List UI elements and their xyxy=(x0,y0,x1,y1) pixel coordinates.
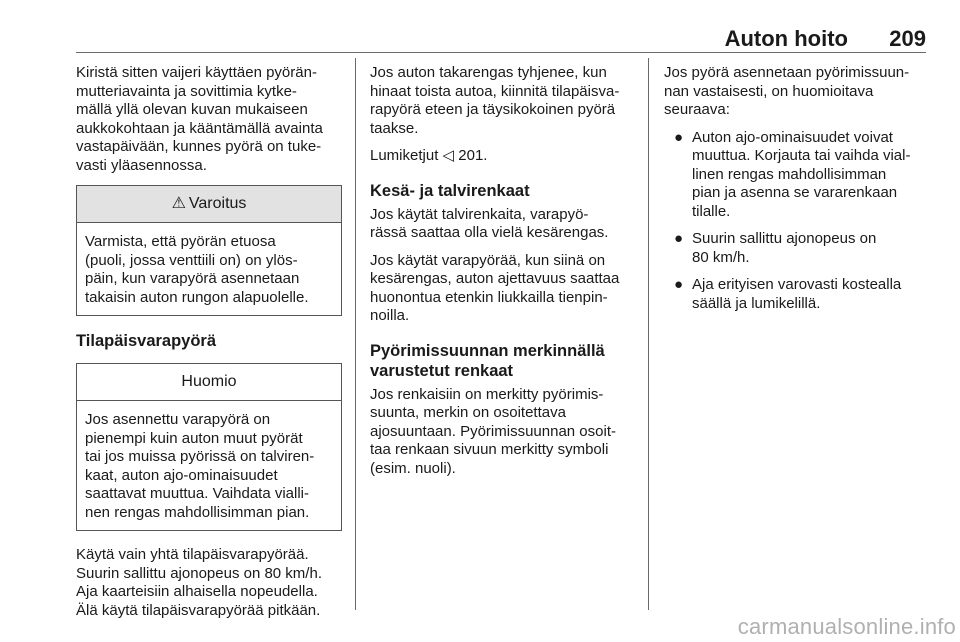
warning-triangle-icon: ⚠ xyxy=(171,194,186,212)
bullet-list xyxy=(664,129,928,314)
warning-box xyxy=(76,185,342,316)
directional-tyres-paragraph: Jos renkaisiin on merkitty pyörimis- suunta, merkin on osoitettava ajosuuntaan. Pyörimissuunnan osoit- taa renkaan sivuun merkitty symboli (esim. nuoli). xyxy=(370,385,616,477)
column-divider-2 xyxy=(648,58,649,610)
warning-title: Varoitus xyxy=(188,194,247,212)
bullet-icon: ● xyxy=(674,276,684,293)
watermark: carmanualsonline.info xyxy=(737,614,956,639)
list-item: ● Aja erityisen varovasti kostealla säällä ja lumikelillä. xyxy=(674,276,902,312)
note-box xyxy=(76,363,342,531)
winter-tyres-paragraph: Jos käytät talvirenkaita, varapyö- rässä saattaa olla vielä kesärengas. xyxy=(370,205,609,241)
snow-chains-reference: Lumiketjut ◁ 201. xyxy=(370,147,488,164)
outro-paragraph: Käytä vain yhtä tilapäisvarapyörää. Suurin sallittu ajonopeus on 80 km/h. Aja kaarteisiin alhaisella nopeudella. Älä käytä tilapäisvarapyörää pitkään. xyxy=(76,546,322,619)
summer-spare-paragraph: Jos käytät varapyörää, kun siinä on kesärengas, auton ajettavuus saattaa huonontua etenkin liukkailla tienpin- noilla. xyxy=(370,251,620,324)
list-item: ● Suurin sallittu ajonopeus on 80 km/h. xyxy=(674,230,877,266)
header-rule xyxy=(76,52,926,53)
warning-body: Varmista, että pyörän etuosa (puoli, jossa venttiili on) on ylös- päin, kun varapyörä asennetaan takaisin auton rungon alapuolelle. xyxy=(85,233,309,306)
page-title: Auton hoito xyxy=(724,26,848,51)
column-3 xyxy=(664,64,928,322)
column-1 xyxy=(76,64,342,629)
page-reference-icon: ◁ xyxy=(442,147,455,164)
note-title: Huomio xyxy=(181,372,237,390)
page-number: 209 xyxy=(889,26,926,51)
reverse-mount-intro: Jos pyörä asennetaan pyörimissuun- nan vastaisesti, on huomioitava seuraava: xyxy=(664,64,910,118)
bullet-icon: ● xyxy=(674,230,684,247)
list-item: ● Auton ajo-ominaisuudet voivat muuttua. Korjauta tai vaihda vial- linen rengas mahdollisimman pian ja asenna se vararenkaan tilalle. xyxy=(674,128,911,220)
bullet-icon: ● xyxy=(674,128,684,146)
section-heading-directional-tyres: Pyörimissuunnan merkinnällä varustetut renkaat xyxy=(370,341,605,380)
warning-header xyxy=(77,186,341,223)
note-header xyxy=(77,364,341,401)
section-heading-summer-winter-tyres: Kesä- ja talvirenkaat xyxy=(370,181,530,200)
page-header xyxy=(76,26,926,52)
page-reference-link[interactable]: 201. xyxy=(458,147,488,164)
column-divider-1 xyxy=(355,58,356,610)
intro-paragraph: Kiristä sitten vaijeri käyttäen pyörän- mutteriavainta ja sovittimia kytke- mällä yllä olevan kuvan mukaiseen aukkokohtaan ja kääntämällä avainta vastapäivään, kunnes pyörä on tuke- vasti yläasennossa. xyxy=(76,64,323,174)
section-heading-temporary-spare: Tilapäisvarapyörä xyxy=(76,332,217,350)
towing-paragraph: Jos auton takarengas tyhjenee, kun hinaat toista autoa, kiinnitä tilapäisva- rapyörä eteen ja täysikokoinen pyörä taakse. xyxy=(370,64,620,137)
column-2 xyxy=(370,64,634,487)
note-body: Jos asennettu varapyörä on pienempi kuin auton muut pyörät tai jos muissa pyörissä on talviren- kaat, auton ajo-ominaisuudet saattavat muuttua. Vaihdata vialli- nen rengas mahdollisimman pian. xyxy=(85,411,315,521)
